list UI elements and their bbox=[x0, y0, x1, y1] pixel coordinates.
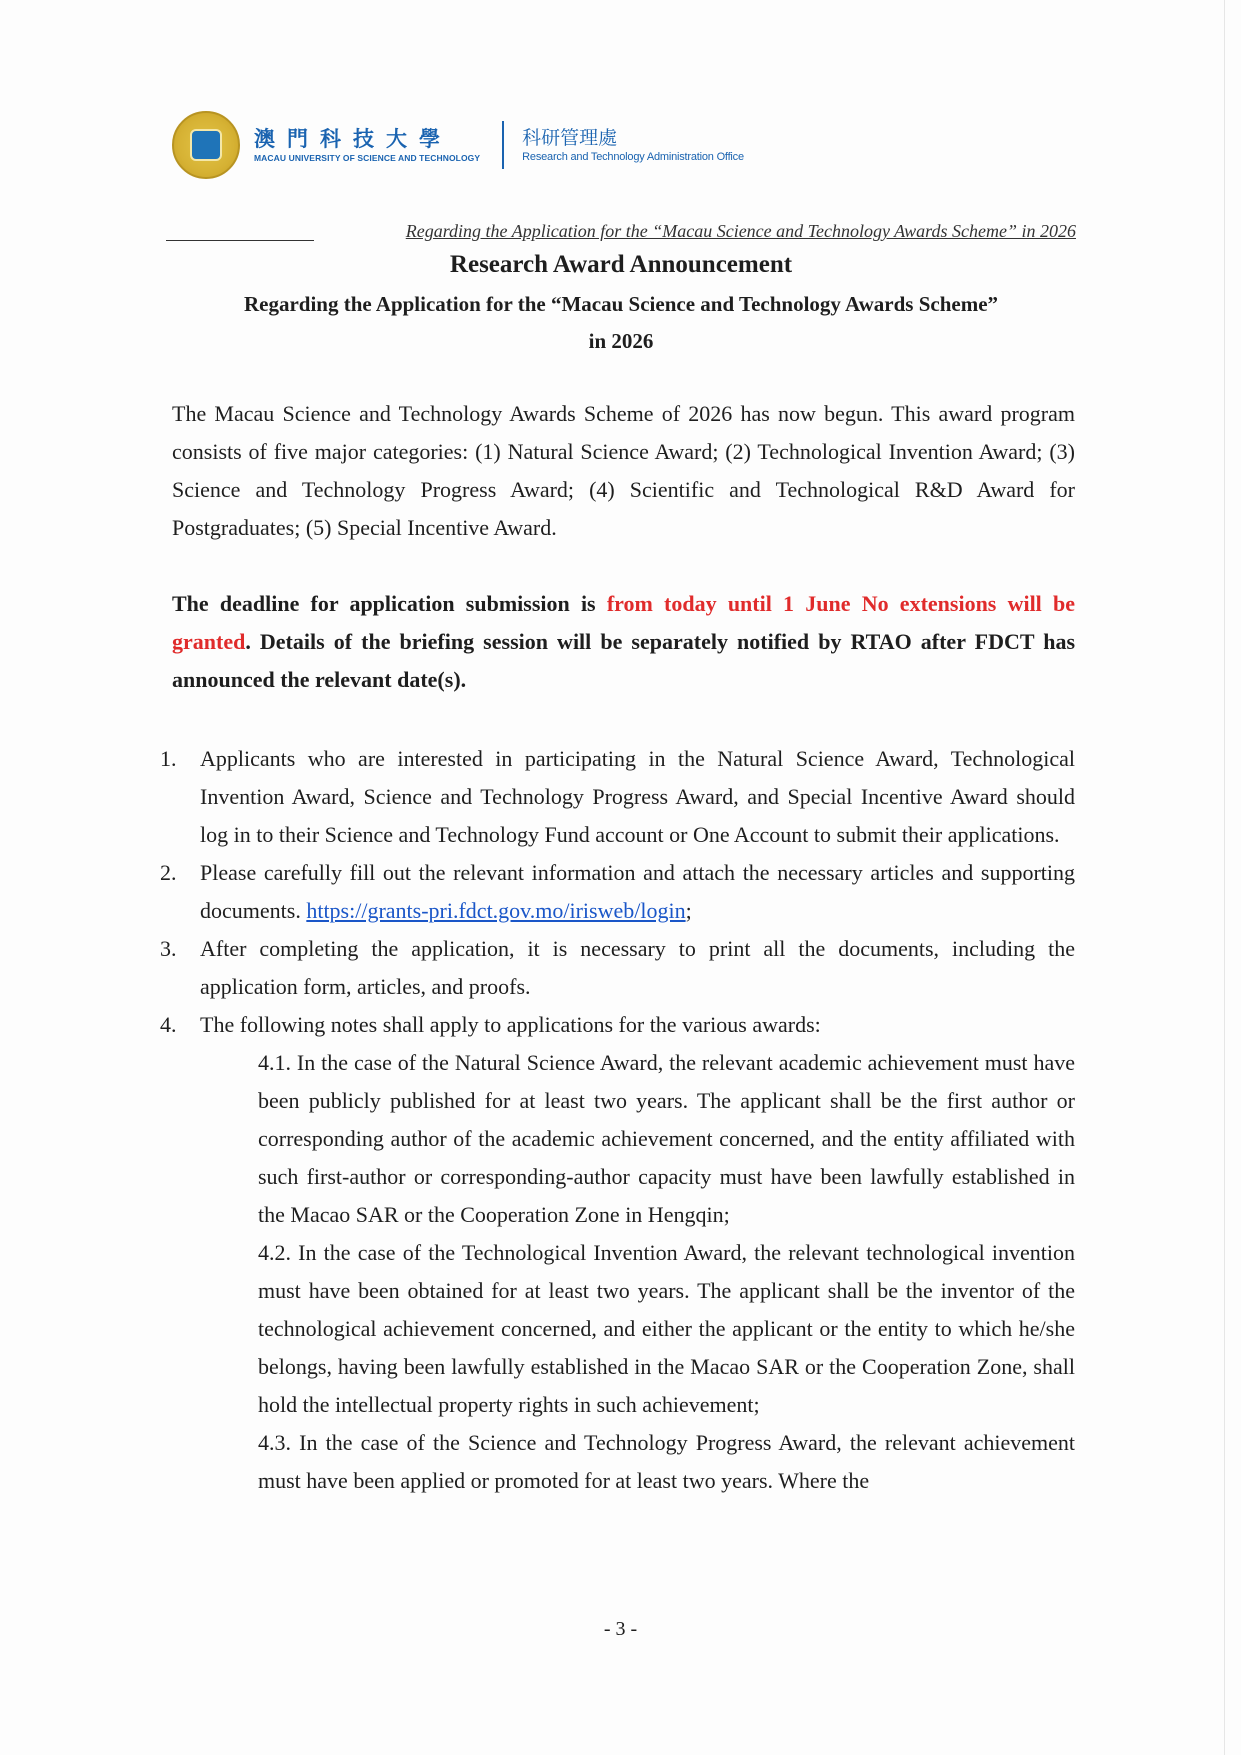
running-header: Regarding the Application for the “Macau Science and Technology Awards Scheme” in 2026 bbox=[405, 221, 1076, 241]
list-item-number: 1. bbox=[160, 746, 177, 771]
office-name-cn: 科研管理處 bbox=[522, 126, 618, 149]
page-subtitle bbox=[166, 286, 1076, 360]
list-item-text: After completing the application, it is necessary to print all the documents, including the application form, articles, and proofs. bbox=[200, 936, 1075, 999]
list-item-punct: ; bbox=[685, 898, 692, 923]
university-name bbox=[254, 126, 480, 164]
header-rule bbox=[166, 240, 314, 241]
scan-edge bbox=[1224, 0, 1225, 1755]
deadline-rest: . Details of the briefing session will be separately notified by RTAO after FDCT has announced the relevant date(s). bbox=[172, 629, 1075, 692]
letterhead-divider bbox=[502, 121, 504, 169]
list-item-text: Applicants who are interested in participating in the Natural Science Award, Technological Invention Award, Science and Technology Progress Award, and Special Incentive Award should log in to their Science and Technology Fund account or One Account to submit their applications. bbox=[200, 746, 1075, 847]
subtitle-line-1: Regarding the Application for the “Macau Science and Technology Awards Scheme” bbox=[243, 292, 999, 316]
award-note: 4.3. In the case of the Science and Technology Progress Award, the relevant achievement must have been applied or promoted for at least two years. Where the bbox=[258, 1430, 1075, 1493]
page-title: Research Award Announcement bbox=[449, 251, 793, 278]
list-item-text: The following notes shall apply to applications for the various awards: bbox=[200, 1012, 821, 1037]
grants-login-link[interactable]: https://grants-pri.fdct.gov.mo/irisweb/login bbox=[306, 898, 686, 923]
office-name-en: Research and Technology Administration Office bbox=[522, 150, 744, 163]
university-name-cn: 澳門科技大學 bbox=[254, 127, 452, 151]
university-name-en: MACAU UNIVERSITY OF SCIENCE AND TECHNOLOGY bbox=[254, 153, 481, 163]
list-item bbox=[160, 930, 1075, 1006]
deadline-highlight: from today until 1 June No extensions will be granted bbox=[172, 591, 1076, 654]
list-item-number: 3. bbox=[160, 936, 177, 961]
deadline-paragraph bbox=[172, 585, 1075, 699]
award-note: 4.2. In the case of the Technological Invention Award, the relevant technological invention must have been obtained for at least two years. The applicant shall be the inventor of the technological achievement concerned, and either the applicant or the entity to which he/she belongs, having been lawfully established in the Macao SAR or the Cooperation Zone, shall hold the intellectual property rights in such achievement; bbox=[258, 1240, 1075, 1417]
deadline-lead: The deadline for application submission is bbox=[172, 591, 607, 616]
award-note: 4.1. In the case of the Natural Science Award, the relevant academic achievement must have been publicly published for at least two years. The applicant shall be the first author or corresponding author of the academic achievement concerned, and the entity affiliated with such first-author or corresponding-author capacity must have been lawfully established in the Macao SAR or the Cooperation Zone in Hengqin; bbox=[258, 1050, 1075, 1227]
subtitle-line-2: in 2026 bbox=[588, 329, 654, 353]
office-name bbox=[522, 126, 744, 165]
award-notes-list bbox=[200, 1044, 1075, 1500]
page-number: - 3 - bbox=[603, 1618, 638, 1640]
list-item-number: 4. bbox=[160, 1012, 177, 1037]
intro-paragraph: The Macau Science and Technology Awards Scheme of 2026 has now begun. This award program consists of five major categories: (1) Natural Science Award; (2) Technological Invention Award; (3) Science and Technology Progress Award; (4) Scientific and Technological R&D Award for Postgraduates; (5) Special Incentive Award. bbox=[172, 401, 1075, 540]
list-item bbox=[160, 854, 1075, 930]
instruction-list bbox=[160, 740, 1075, 1500]
list-item bbox=[160, 740, 1075, 854]
university-seal-icon bbox=[172, 111, 240, 179]
list-item-text: Please carefully fill out the relevant information and attach the necessary articles and supporting documents. bbox=[200, 860, 1075, 923]
list-item-number: 2. bbox=[160, 860, 177, 885]
list-item bbox=[160, 1006, 1075, 1500]
letterhead bbox=[172, 110, 744, 180]
